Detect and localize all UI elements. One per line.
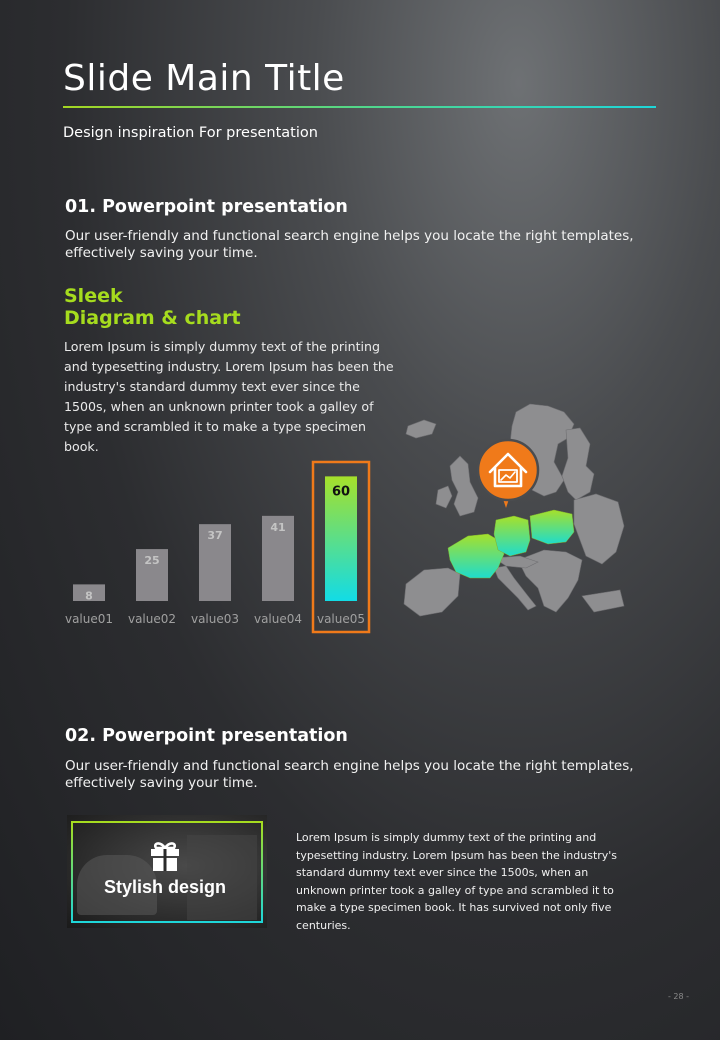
title-underline [63, 106, 656, 108]
sleek-heading [64, 285, 241, 329]
slide-subtitle: Design inspiration For presentation [63, 125, 318, 141]
map-ireland [436, 486, 452, 508]
bar-value-label: 41 [270, 520, 286, 534]
category-label: value05 [316, 612, 366, 626]
section2-text: Our user-friendly and functional search engine helps you locate the right templates, effectively saving your time. [65, 758, 634, 791]
bar-value-label: 25 [144, 554, 160, 568]
map-poland [530, 510, 574, 544]
bar-chart [60, 455, 380, 635]
map-iberia [404, 568, 460, 616]
map-east [574, 494, 624, 564]
bar-value-label: 60 [331, 484, 351, 500]
bar-value-label: 8 [85, 589, 93, 603]
location-pin [478, 440, 538, 508]
stylish-design-card[interactable] [67, 815, 267, 928]
category-label: value02 [127, 612, 177, 626]
card-label: Stylish design [103, 877, 227, 897]
map-iceland [406, 420, 436, 438]
bar-value-label: 37 [207, 529, 223, 543]
map-land [404, 404, 624, 616]
map-british-isles [450, 456, 478, 516]
sleek-description: Lorem Ipsum is simply dummy text of the printing and typesetting industry. Lorem Ipsum has been the industry's standard dummy text ever since the 1500s, when an unknown printer took a galley of type and scrambled it to make a type specimen book. [64, 339, 394, 454]
card-description: Lorem Ipsum is simply dummy text of the printing and typesetting industry. Lorem Ipsum has been the industry's standard dummy text ever since the 1500s, when an unknown printer took a galley of type and scrambled it to make a type specimen book. It has survived not only five centuries. [296, 831, 618, 932]
page-number: - 28 - [668, 992, 690, 1001]
category-label: value03 [190, 612, 240, 626]
gift-icon [148, 839, 182, 873]
map-turkey [582, 590, 624, 612]
section1-heading: 01. Powerpoint presentation [65, 197, 348, 217]
category-label: value01 [64, 612, 114, 626]
sleek-line2: Diagram & chart [64, 307, 241, 329]
map-finland-baltics [562, 428, 594, 500]
map-germany [494, 516, 530, 556]
europe-map [398, 400, 628, 630]
category-label: value04 [253, 612, 303, 626]
sleek-line1: Sleek [64, 285, 123, 307]
slide-title: Slide Main Title [63, 58, 345, 99]
section2-heading: 02. Powerpoint presentation [65, 726, 348, 746]
section1-text: Our user-friendly and functional search engine helps you locate the right templates, effectively saving your time. [65, 228, 634, 261]
